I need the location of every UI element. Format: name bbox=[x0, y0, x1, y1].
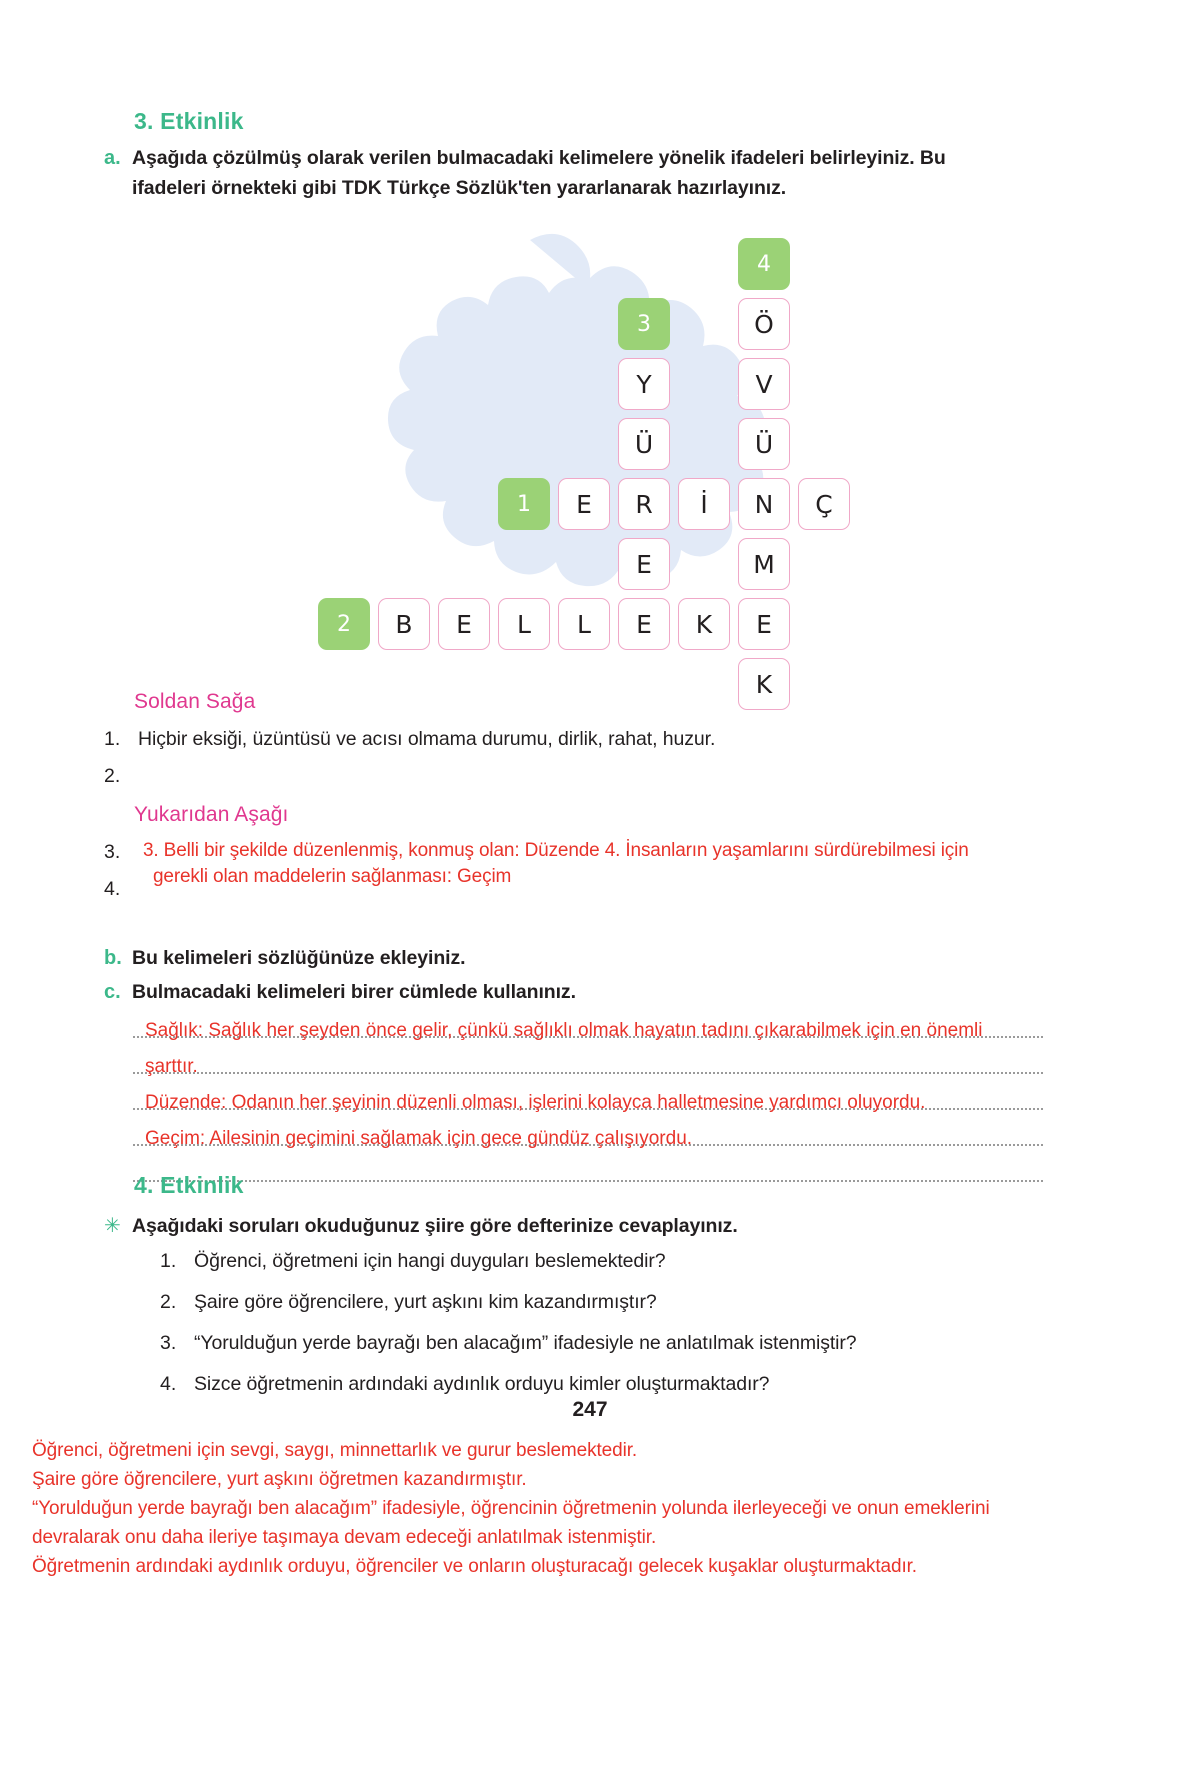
down-heading: Yukarıdan Aşağı bbox=[134, 803, 289, 826]
crossword-letter-cell: L bbox=[498, 598, 550, 650]
question-1-num: 1. bbox=[160, 1250, 177, 1272]
across-clue-2 bbox=[104, 762, 924, 791]
crossword-letter-cell: M bbox=[738, 538, 790, 590]
across-clue-2-num: 2. bbox=[104, 765, 121, 787]
question-2-text: Şaire göre öğrencilere, yurt aşkını kim kazandırmıştır? bbox=[194, 1291, 657, 1313]
activity-3-heading: 3. Etkinlik bbox=[134, 108, 244, 134]
down-clues-handwritten-answer bbox=[143, 838, 1153, 890]
crossword-letter-cell: E bbox=[558, 478, 610, 530]
across-clue-1 bbox=[104, 725, 944, 754]
crossword-number-cell: 3 bbox=[618, 298, 670, 350]
question-4-text: Sizce öğretmenin ardındaki aydınlık orduyu kimler oluşturmaktadır? bbox=[194, 1373, 770, 1395]
item-c-text: Bulmacadaki kelimeleri birer cümlede kullanınız. bbox=[132, 981, 576, 1003]
activity-4-heading: 4. Etkinlik bbox=[134, 1172, 244, 1198]
crossword-letter-cell: N bbox=[738, 478, 790, 530]
crossword-number-cell: 2 bbox=[318, 598, 370, 650]
crossword-number-cell: 1 bbox=[498, 478, 550, 530]
down-answer-line-2: gerekli olan maddelerin sağlanması: Geçim bbox=[153, 866, 512, 888]
across-clue-1-num: 1. bbox=[104, 728, 121, 750]
page-number: 247 bbox=[572, 1398, 608, 1421]
across-clue-1-text: Hiçbir eksiği, üzüntüsü ve acısı olmama durumu, dirlik, rahat, huzur. bbox=[138, 728, 716, 750]
crossword-letter-cell: L bbox=[558, 598, 610, 650]
crossword-letter-cell: Ü bbox=[618, 418, 670, 470]
crossword-letter-cell: İ bbox=[678, 478, 730, 530]
footer-answer-1: Öğrenci, öğretmeni için sevgi, saygı, minnettarlık ve gurur beslemektedir. bbox=[32, 1440, 638, 1461]
activity-4-instruction: Aşağıdaki soruları okuduğunuz şiire göre defterinize cevaplayınız. bbox=[132, 1215, 738, 1237]
question-4 bbox=[160, 1373, 769, 1396]
question-3-num: 3. bbox=[160, 1332, 177, 1354]
crossword-letter-cell: R bbox=[618, 478, 670, 530]
down-clue-4-num: 4. bbox=[104, 878, 121, 900]
across-heading: Soldan Sağa bbox=[134, 690, 256, 713]
crossword-number-cell: 4 bbox=[738, 238, 790, 290]
down-answer-line-1: 3. Belli bir şekilde düzenlenmiş, konmuş olan: Düzende 4. İnsanların yaşamlarını sürdürebilmesi için bbox=[143, 840, 969, 861]
sentence-answer-2: Düzende: Odanın her şeyinin düzenli olması, işlerini kolayca halletmesine yardımcı oluyordu. bbox=[145, 1092, 926, 1113]
asterisk-icon: ✳ bbox=[104, 1215, 121, 1237]
item-b-text: Bu kelimeleri sözlüğünüze ekleyiniz. bbox=[132, 947, 466, 969]
item-a-letter: a. bbox=[104, 147, 121, 169]
activity-4-instruction-row bbox=[104, 1211, 984, 1241]
crossword-letter-cell: E bbox=[438, 598, 490, 650]
question-2 bbox=[160, 1291, 657, 1314]
footer-answer-4: devralarak onu daha ileriye taşımaya devam edeceği anlatılmak istenmiştir. bbox=[32, 1526, 657, 1548]
activity-3-item-c bbox=[104, 977, 964, 1008]
crossword-letter-cell: Y bbox=[618, 358, 670, 410]
activity-3-item-a bbox=[104, 143, 964, 203]
answer-line[interactable] bbox=[133, 1072, 1043, 1074]
crossword-puzzle bbox=[230, 228, 833, 699]
crossword-letter-cell: B bbox=[378, 598, 430, 650]
question-4-num: 4. bbox=[160, 1373, 177, 1395]
crossword-letter-cell: Ü bbox=[738, 418, 790, 470]
crossword-letter-cell: Ç bbox=[798, 478, 850, 530]
down-clue-3-num: 3. bbox=[104, 841, 121, 863]
question-3-text: “Yorulduğun yerde bayrağı ben alacağım” ifadesiyle ne anlatılmak istenmiştir? bbox=[194, 1332, 857, 1354]
crossword-letter-cell: E bbox=[738, 598, 790, 650]
activity-3-item-b bbox=[104, 943, 964, 974]
item-b-letter: b. bbox=[104, 947, 122, 969]
sentence-answer-3: Geçim: Ailesinin geçimini sağlamak için gece gündüz çalışıyordu. bbox=[145, 1128, 693, 1149]
footer-answer-5: Öğretmenin ardındaki aydınlık orduyu, öğrenciler ve onların oluşturacağı gelecek kuşaklar oluşturmaktadır. bbox=[32, 1555, 917, 1577]
crossword-letter-cell: E bbox=[618, 598, 670, 650]
crossword-letter-cell: Ö bbox=[738, 298, 790, 350]
sentence-answer-1b: şarttır. bbox=[145, 1056, 198, 1077]
crossword-letter-cell: E bbox=[618, 538, 670, 590]
crossword-letter-cell: K bbox=[678, 598, 730, 650]
footer-answer-3: “Yorulduğun yerde bayrağı ben alacağım” ifadesiyle, öğrencinin öğretmenin yolunda ilerleyeceği ve onun emeklerini bbox=[32, 1497, 990, 1519]
footer-answers bbox=[32, 1437, 1180, 1581]
footer-answer-2: Şaire göre öğrencilere, yurt aşkını öğretmen kazandırmıştır. bbox=[32, 1468, 527, 1490]
question-3 bbox=[160, 1332, 857, 1355]
crossword-letter-cell: K bbox=[738, 658, 790, 710]
item-c-letter: c. bbox=[104, 981, 121, 1003]
question-1-text: Öğrenci, öğretmeni için hangi duyguları beslemektedir? bbox=[194, 1250, 666, 1272]
sentence-answer-1a: Sağlık: Sağlık her şeyden önce gelir, çünkü sağlıklı olmak hayatın tadını çıkarabilmek için en önemli bbox=[145, 1020, 983, 1041]
item-a-text: Aşağıda çözülmüş olarak verilen bulmacadaki kelimelere yönelik ifadeleri belirleyiniz. Bu ifadeleri örnekteki gibi TDK Türkçe Sözlük'ten yararlanarak hazırlayınız. bbox=[132, 147, 946, 200]
question-1 bbox=[160, 1250, 666, 1273]
question-2-num: 2. bbox=[160, 1291, 177, 1313]
answer-line[interactable] bbox=[133, 1180, 1043, 1182]
crossword-letter-cell: V bbox=[738, 358, 790, 410]
